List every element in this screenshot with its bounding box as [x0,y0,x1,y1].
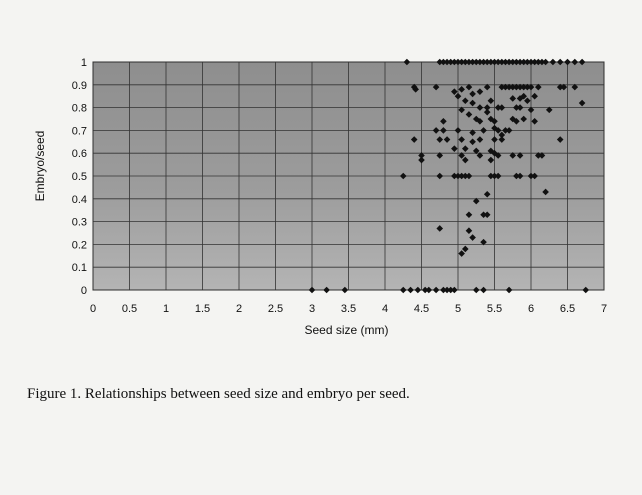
y-tick-label: 0.6 [71,148,87,161]
x-tick-label: 4.5 [413,303,430,315]
x-tick-label: 7 [600,303,608,315]
x-tick-label: 0 [89,303,97,315]
y-tick-label: 0.1 [71,262,87,275]
x-tick-label: 2 [235,303,243,315]
y-tick-label: 0.4 [71,193,87,206]
y-tick-label: 1 [80,57,87,69]
x-tick-labels [90,303,607,315]
x-axis-title: Seed size (mm) [304,323,389,337]
x-tick-label: 3.5 [340,303,357,315]
y-tick-label: 0 [80,285,87,297]
x-tick-label: 1.5 [194,303,211,315]
y-tick-label: 0.3 [71,216,87,229]
x-tick-label: 2.5 [267,303,284,315]
x-tick-label: 0.5 [121,303,138,315]
x-tick-label: 6 [527,303,535,315]
y-tick-label: 0.7 [71,125,87,138]
x-tick-label: 3 [308,303,316,315]
y-tick-label: 0.8 [71,102,87,115]
x-tick-label: 5.5 [486,303,503,315]
y-tick-label: 0.9 [71,79,87,92]
y-tick-label: 0.5 [71,171,87,183]
x-tick-label: 6.5 [559,303,576,315]
y-tick-label: 0.2 [71,239,87,252]
x-tick-label: 5 [454,303,462,315]
figure-caption: Figure 1. Relationships between seed size and embryo per seed. [27,386,410,402]
x-tick-label: 4 [381,303,389,315]
x-tick-label: 1 [162,303,170,315]
y-axis-title: Embryo/seed [33,130,47,202]
y-tick-labels [72,57,87,297]
